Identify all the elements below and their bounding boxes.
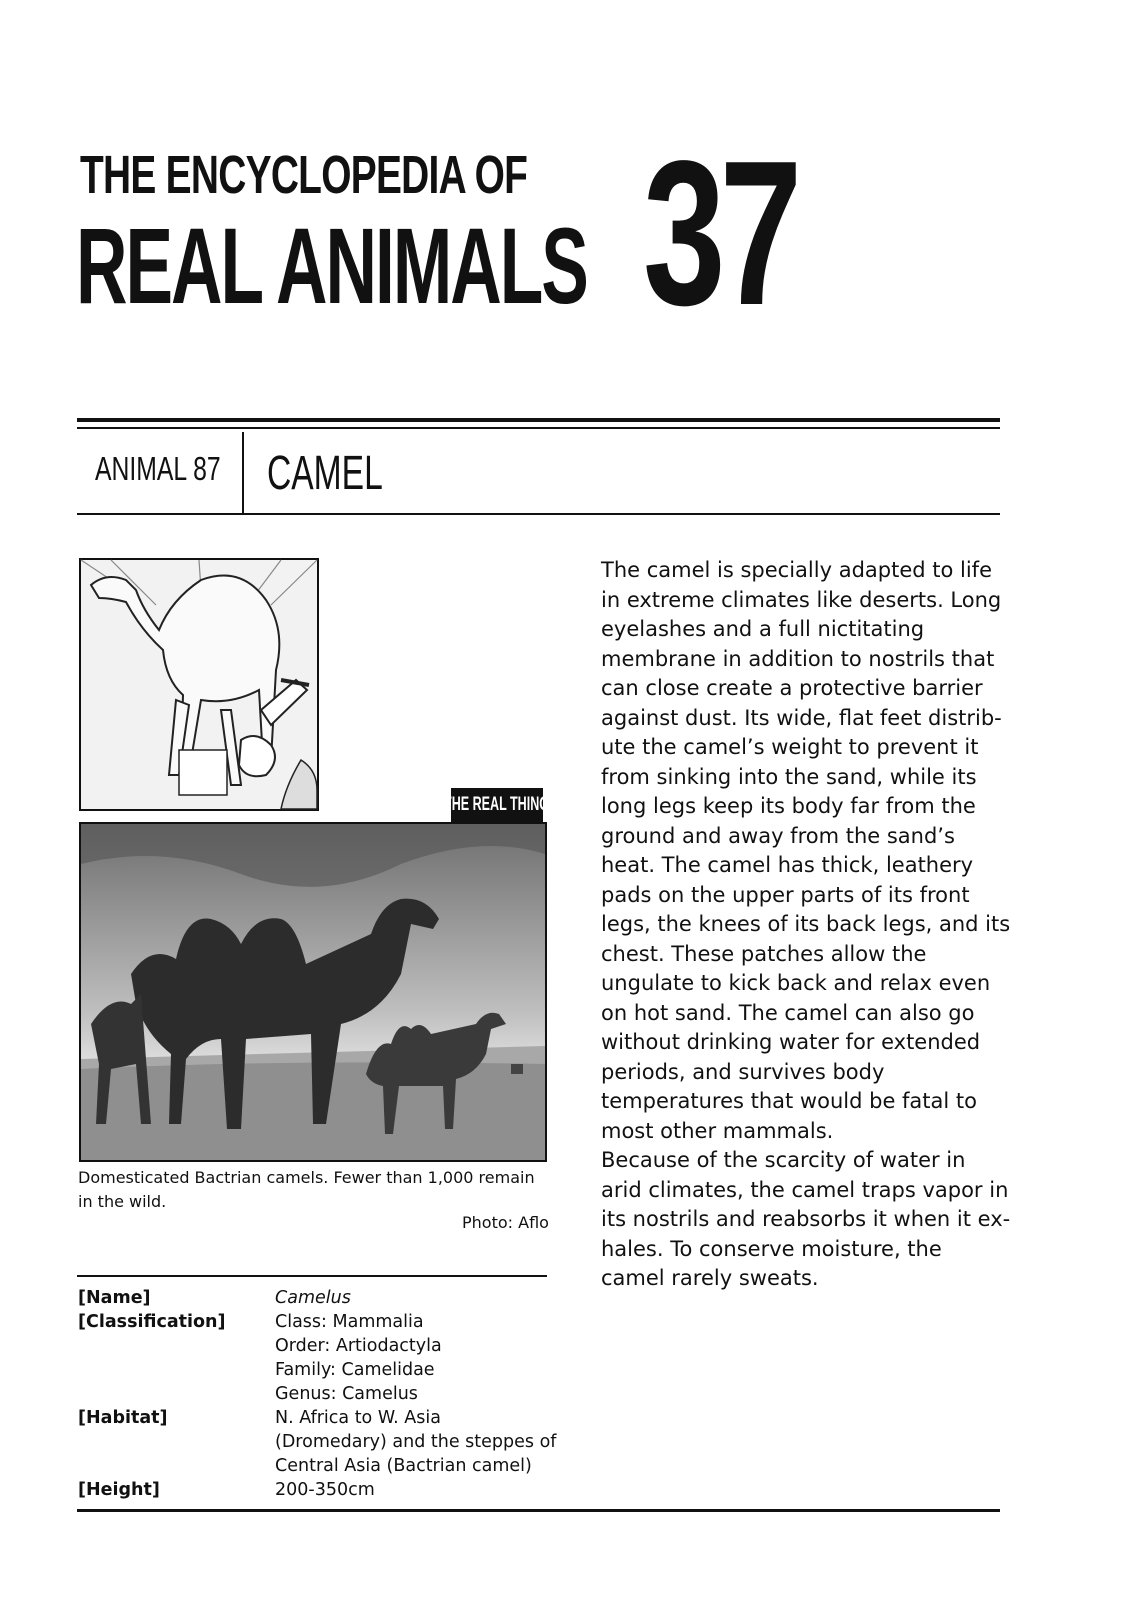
bactrian-camels-photo bbox=[79, 822, 547, 1162]
encyclopedia-title-line2: REAL ANIMALS bbox=[76, 205, 587, 326]
camel-drawing-icon bbox=[81, 560, 317, 809]
photo-caption: Domesticated Bactrian camels. Fewer than 1,000 remain in the wild. bbox=[78, 1168, 535, 1211]
info-height-key: [Height] bbox=[78, 1480, 160, 1500]
photo-credit: Photo: Aflo bbox=[462, 1213, 549, 1232]
article-paragraph: The camel is specially adapted to life in extreme climates like deserts. Long eyelashes and a full nictitating membrane in addition to nostrils that can close create a protective barrier against dust. Its wide, flat feet distribute the camel’s weight to prevent it from sinking into the sand, while its long legs keep its body far from the ground and away from the sand’s heat. The camel has thick, leathery pads on the upper parts of its front legs, the knees of its back legs, and its chest. These patches allow the ungulate to kick back and relax even on hot sand. The camel can also go without drinking water for extended periods, and survives body temperatures that would be fatal to most other mammals. bbox=[601, 558, 1011, 1143]
info-habitat-line2: (Dromedary) and the steppes of bbox=[275, 1432, 557, 1452]
real-thing-tag bbox=[444, 788, 550, 822]
header-rule-thick bbox=[77, 418, 1000, 422]
info-rule-bottom bbox=[77, 1509, 1000, 1512]
info-habitat-line3: Central Asia (Bactrian camel) bbox=[275, 1456, 532, 1476]
real-thing-tag-label: THE REAL THING bbox=[444, 794, 550, 815]
header-divider bbox=[242, 432, 244, 514]
animal-number-label: ANIMAL 87 bbox=[95, 450, 221, 487]
info-genus: Genus: Camelus bbox=[275, 1384, 418, 1404]
article-body bbox=[601, 556, 1011, 1294]
info-class: Class: Mammalia bbox=[275, 1312, 424, 1332]
info-habitat-key: [Habitat] bbox=[78, 1408, 168, 1428]
info-name-key: [Name] bbox=[78, 1288, 151, 1308]
info-classification-key: [Classification] bbox=[78, 1312, 226, 1332]
info-habitat-line1: N. Africa to W. Asia bbox=[275, 1408, 441, 1428]
chapter-number: 37 bbox=[643, 118, 797, 348]
header-rule-bottom bbox=[77, 513, 1000, 515]
info-order: Order: Artiodactyla bbox=[275, 1336, 442, 1356]
info-family: Family: Camelidae bbox=[275, 1360, 435, 1380]
info-rule-top bbox=[77, 1275, 547, 1277]
camels-photo-icon bbox=[81, 824, 545, 1160]
animal-name: CAMEL bbox=[267, 447, 383, 500]
encyclopedia-title-line1: THE ENCYCLOPEDIA OF bbox=[80, 145, 528, 205]
manga-camel-illustration bbox=[79, 558, 319, 811]
info-name-value: Camelus bbox=[275, 1288, 351, 1308]
header-rule-thin bbox=[77, 427, 1000, 429]
article-paragraph: Because of the scarcity of water in arid climates, the camel traps vapor in its nostrils and reabsorbs it when it exhales. To conserve moisture, the camel rarely sweats. bbox=[601, 1148, 1011, 1290]
info-height-value: 200-350cm bbox=[275, 1480, 375, 1500]
